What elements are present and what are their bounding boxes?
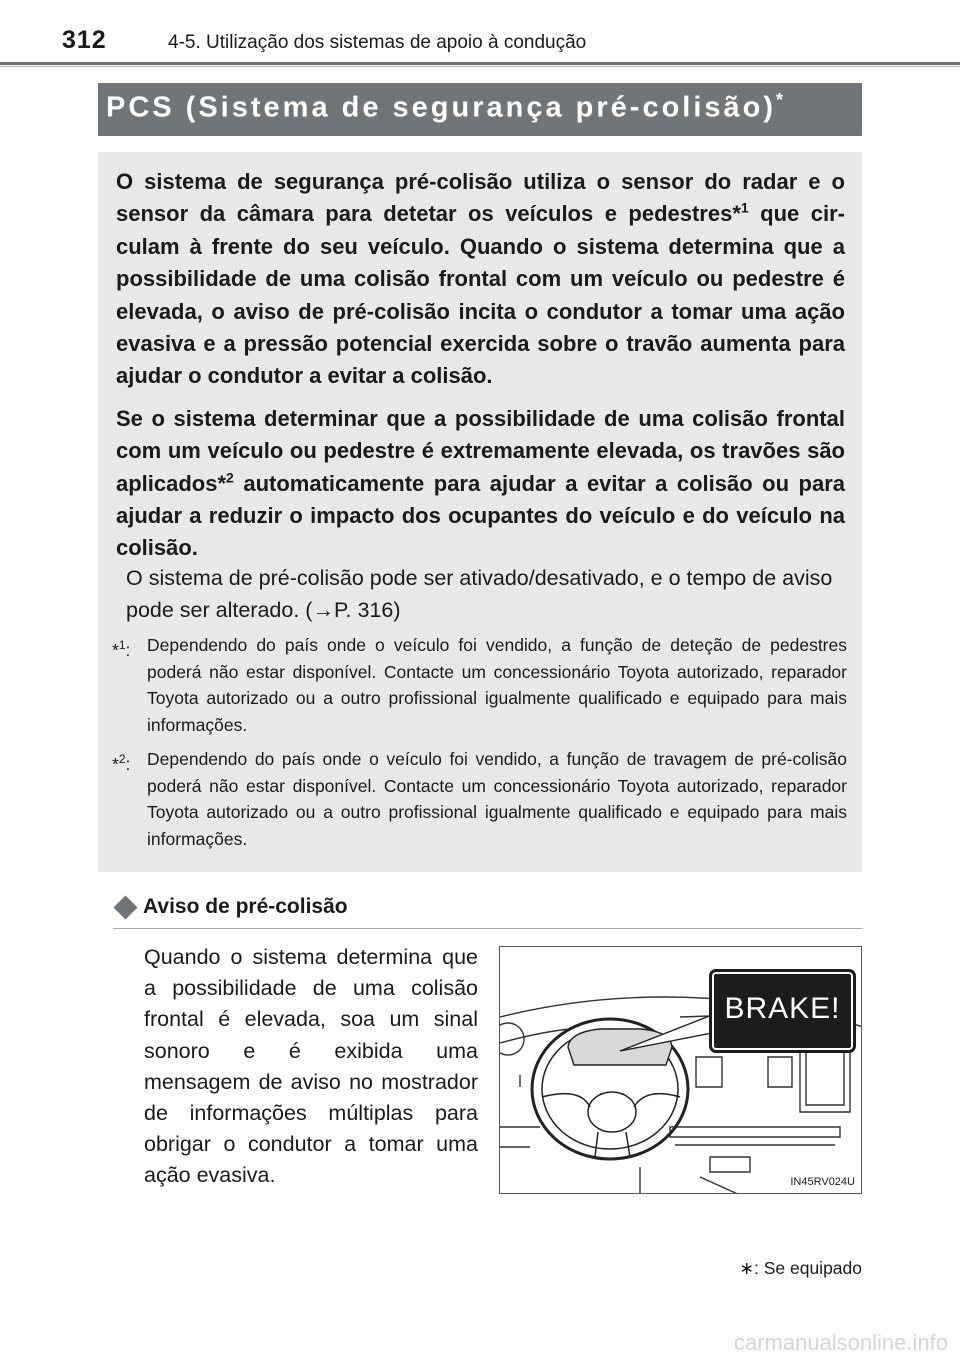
settings-note-text: O sistema de pré-colisão pode ser ativado/desativado, e o tempo de aviso pode ser alterado. (→P. 316) <box>126 566 833 622</box>
footnote-1-mark: *$^1$: <box>112 638 131 660</box>
page-title <box>106 90 783 125</box>
brake-warning-text: BRAKE! <box>724 992 841 1025</box>
footnote-1-text: Dependendo do país onde o veículo foi vendido, a função de deteção de pedestres poderá não estar disponível. Contacte um concessionário Toyota autorizado, reparador Toyota autorizado ou a outro profissional igualmente qualificado e equipado para mais informações. <box>147 635 847 735</box>
intro-p1-b: que circulam à frente do seu veículo. Quando o sistema determina que a possibilidade de uma colisão frontal com um veículo ou pedestre é elevada, o aviso de pré-colisão incita o condutor a tomar uma ação evasiva e a pressão potencial exercida sobre o travão aumenta para ajudar o condutor a evitar a colisão. <box>116 201 845 389</box>
title-bar <box>98 83 862 136</box>
equipped-note: ∗: Se equipado <box>739 1258 862 1278</box>
page-header <box>0 0 960 64</box>
section-title: 4-5. Utilização dos sistemas de apoio à condução <box>168 32 587 53</box>
intro-p2-sup: 2 <box>226 469 234 486</box>
intro-p1-sup: 1 <box>740 200 749 217</box>
diamond-icon <box>113 895 137 919</box>
footnote-2-text: Dependendo do país onde o veículo foi vendido, a função de travagem de pré-colisão poderá não estar disponível. Contacte um concessionário Toyota autorizado, reparador Toyota autorizado ou a outro profissional igualmente qualificado e equipado para mais informações. <box>147 749 847 849</box>
dashboard-illustration <box>499 946 862 1194</box>
intro-p1-a: O sistema de segurança pré-colisão utiliza o sensor do radar e o sensor da câmara para detetar os veículos e pedestres* <box>116 169 845 227</box>
subsection-divider <box>113 928 862 929</box>
subsection-body: Quando o sistema determina que a possibilidade de uma colisão frontal é elevada, soa um sinal sonoro e é exibida uma mensagem de aviso no mostrador de informações múltiplas para obrigar o condutor a tomar uma ação evasiva. <box>144 945 478 1188</box>
page-number: 312 <box>62 26 107 54</box>
page-title-text: PCS (Sistema de segurança pré-colisão) <box>106 91 777 124</box>
intro-text <box>116 166 845 575</box>
footnote-2 <box>112 746 847 852</box>
illustration-code: IN45RV024U <box>790 1176 855 1188</box>
footnotes <box>112 632 847 860</box>
footnote-1-asterisk: * <box>112 639 119 660</box>
header-divider-thin <box>0 66 960 67</box>
footnote-2-asterisk: * <box>112 753 119 774</box>
intro-paragraph-1 <box>116 166 845 393</box>
title-asterisk: * <box>776 90 784 110</box>
brake-warning-display <box>709 969 856 1053</box>
footnote-2-number: 2 <box>118 752 126 766</box>
subsection-heading <box>113 893 863 927</box>
header-divider <box>0 62 960 65</box>
footnote-1 <box>112 632 847 738</box>
footnote-1-number: 1 <box>118 638 126 652</box>
footnote-2-mark: *$^2$: <box>112 752 131 774</box>
summary-box <box>98 152 862 872</box>
subsection-title: Aviso de pré-colisão <box>143 895 348 918</box>
intro-paragraph-2 <box>116 403 845 565</box>
intro-p2-b: automaticamente para ajudar a evitar a colisão ou para ajudar a reduzir o impacto dos ocupantes do veículo e do veículo na colisão. <box>116 470 845 561</box>
watermark: carmanualsonline.info <box>733 1330 948 1355</box>
settings-note <box>126 562 846 626</box>
intro-p2-a: Se o sistema determinar que a possibilidade de uma colisão frontal com um veículo ou pedestre é extremamente elevada, os travões são aplicados* <box>116 405 845 496</box>
